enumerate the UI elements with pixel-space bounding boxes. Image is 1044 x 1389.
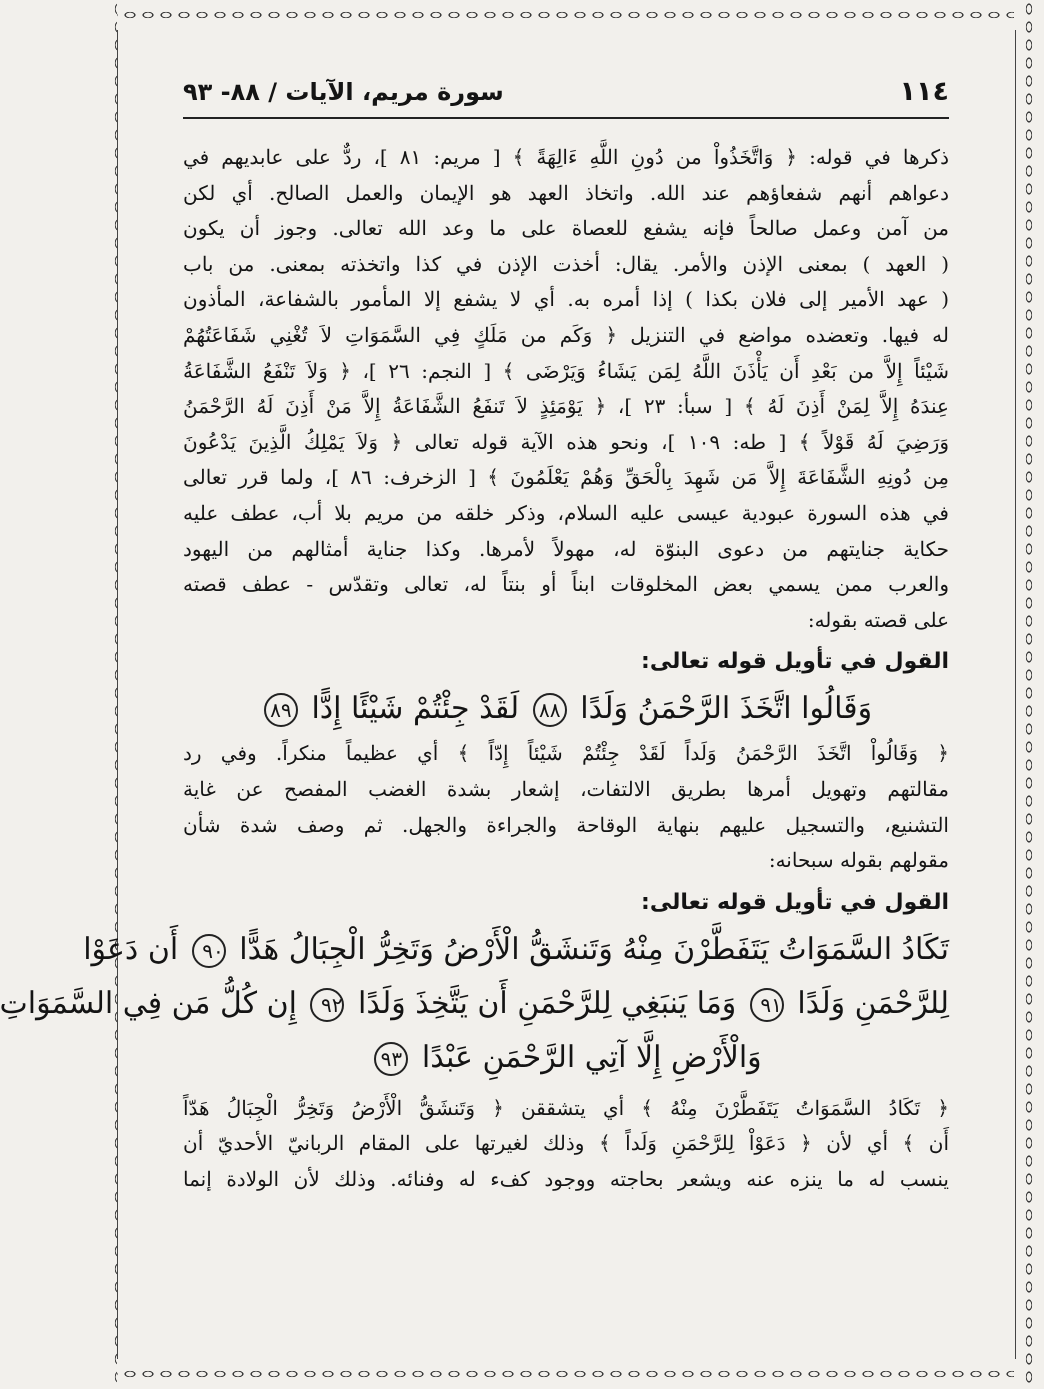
text-line: دعواهم أنهم شفعاؤهم عند الله. واتخاذ العهد هو الإيمان والعمل الصالح. أي لكن (183, 180, 949, 205)
text-line: أَن ﴾ أي لأن ﴿ دَعَوْاْ لِلرَّحْمَنِ وَلَداً ﴾ وذلك لغيرتها على المقام الربانيّ الأحديّ أن (183, 1131, 949, 1156)
ayah-number-90: ٩٠ (192, 934, 226, 968)
paragraph-1 (183, 140, 949, 638)
ayah-number-93: ٩٣ (374, 1042, 408, 1076)
text-line: ( عهد الأمير إلى فلان بكذا ) إذا أمره به. أي لا يشفع إلا المأمور بالشفاعة، المأذون (183, 287, 949, 312)
text-line: ﴿ تَكَادُ السَّمَوَاتُ يَتَفَطَّرْنَ مِنْهُ ﴾ أي يتشققن ﴿ وَتَنشَقُّ الْأَرْضُ وَتَخِرُّ الْجِبَالُ هَدّاً (183, 1095, 949, 1120)
verse-text: وَالْأَرْضِ إِلَّا آتِي الرَّحْمَنِ عَبْدًا (421, 1039, 762, 1075)
left-chain-border (103, 0, 117, 1389)
verse-text: لَقَدْ جِئْتُمْ شَيْئًا إِدًّا (311, 691, 520, 727)
page-number: ١١٤ (899, 76, 949, 107)
text-line: ينسب له ما ينزه عنه ويشعر بحاجته ووجود كفء له وفنائه. وذلك لأن الولادة إنما (183, 1166, 949, 1191)
paragraph-3 (183, 1091, 949, 1198)
quran-verse-88-89 (183, 682, 949, 736)
header-rule (183, 117, 949, 119)
paragraph-2 (183, 736, 949, 878)
text-line: ذكرها في قوله: ﴿ وَاتَّخَذُواْ من دُونِ اللَّهِ ءَالِهَةً ﴾ [ مريم: ٨١ ]، ردٌّ على عابديهم في (183, 145, 949, 169)
ayah-number-91: ٩١ (750, 988, 784, 1022)
ayah-number-88: ٨٨ (533, 693, 567, 727)
top-chain-border (103, 0, 1044, 30)
text-line: ﴿ وَقَالُواْ اتَّخَذَ الرَّحْمَنُ وَلَداً لَقَدْ جِئْتُمْ شَيْئاً إِدّاً ﴾ أي عظيماً منكراً. وفي رد (183, 741, 949, 766)
ayah-number-89: ٨٩ (264, 693, 298, 727)
ayah-number-92: ٩٢ (310, 988, 344, 1022)
verse-text: أَن دَعَوْا (83, 931, 179, 967)
text-line: من آمن وعمل صالحاً فإنه يشفع للعصاة على ما وعد الله تعالى. وجوز أن يكون (183, 216, 949, 241)
bottom-chain-border (103, 1359, 1044, 1389)
text-line: شَيْئاً إِلاَّ من بَعْدِ أَن يَأْذَنَ اللَّهُ لِمَن يَشَاءُ وَيَرْضَى ﴾ [ النجم: ٢٦ ]، ﴿ وَلاَ تَنْفَعُ الشَّفَاعَةُ (183, 358, 949, 383)
verse-text: وَمَا يَنبَغِي لِلرَّحْمَنِ أَن يَتَّخِذَ وَلَدًا (358, 985, 737, 1021)
text-line: في هذه السورة عبودية عيسى عليه السلام، وذكر خلقه من مريم بلا أب، عطف عليه (183, 500, 949, 525)
verse-text: إِن كُلُّ مَن فِي السَّمَوَاتِ (0, 985, 297, 1021)
text-line: له فيها. وتعضده مواضع في التنزيل ﴿ وَكَم من مَلَكٍ فِي السَّمَوَاتِ لاَ تُغْنِي شَفَاعَتُهُمْ (183, 322, 949, 347)
verse-text: تَكَادُ السَّمَوَاتُ يَتَفَطَّرْنَ مِنْهُ وَتَنشَقُّ الْأَرْضُ وَتَخِرُّ الْجِبَالُ هَدًّا (239, 931, 949, 967)
right-chain-border (1014, 0, 1044, 1389)
text-line: وَرَضِيَ لَهُ قَوْلاً ﴾ [ طه: ١٠٩ ]، ونحو هذه الآية قوله تعالى ﴿ وَلاَ يَمْلِكُ الَّذِينَ يَدْعُونَ (183, 429, 949, 454)
text-line: التشنيع، والتسجيل عليهم بنهاية الوقاحة والجراءة والجهل. ثم وصف شدة شأن (183, 812, 949, 837)
text-line: مِن دُونِهِ الشَّفَاعَةَ إِلاَّ مَن شَهِدَ بِالْحَقِّ وَهُمْ يَعْلَمُونَ ﴾ [ الزخرف: ٨٦ ]، ولما قرر تعالى (183, 465, 949, 490)
text-line: عِندَهُ إِلاَّ لِمَنْ أَذِنَ لَهُ ﴾ [ سبأ: ٢٣ ]، ﴿ يَوْمَئِذٍ لاَ تَنفَعُ الشَّفَاعَةُ إِلاَّ مَنْ أَذِنَ لَهُ الرَّحْمَنُ (183, 394, 949, 419)
page-header (183, 72, 949, 112)
text-line: مقولهم بقوله سبحانه: (768, 848, 949, 873)
verse-text: وَقَالُوا اتَّخَذَ الرَّحْمَنُ وَلَدًا (580, 691, 873, 727)
page-content (0, 140, 950, 1197)
text-line: حكاية جنايتهم من دعوى البنوّة له، مهولاً لأمرها. وكذا جناية أمثالهم من اليهود (183, 536, 949, 561)
quran-verse-line-2 (0, 977, 949, 1031)
section-heading-2: القول في تأويل قوله تعالى: (641, 889, 949, 915)
text-line: مقالتهم وتهويل أمرها بطريق الالتفات، إشعار بشدة الغضب المفصح عن غاية (183, 776, 949, 801)
text-line: ( العهد ) بمعنى الإذن والأمر. يقال: أخذت الإذن في كذا واتخذته بمعنى. من باب (183, 251, 949, 276)
text-line: والعرب ممن يسمي بعض المخلوقات ابناً أو بنتاً له، تعالى وتقدّس - عطف قصته (183, 572, 950, 597)
running-title: سورة مريم، الآيات / ٨٨- ٩٣ (183, 78, 504, 106)
quran-verse-line-3 (183, 1031, 949, 1085)
section-heading-1: القول في تأويل قوله تعالى: (641, 649, 949, 675)
verse-text: لِلرَّحْمَنِ وَلَدًا (797, 985, 949, 1021)
text-line: على قصته بقوله: (807, 607, 949, 632)
quran-verse-line-1 (83, 923, 949, 977)
